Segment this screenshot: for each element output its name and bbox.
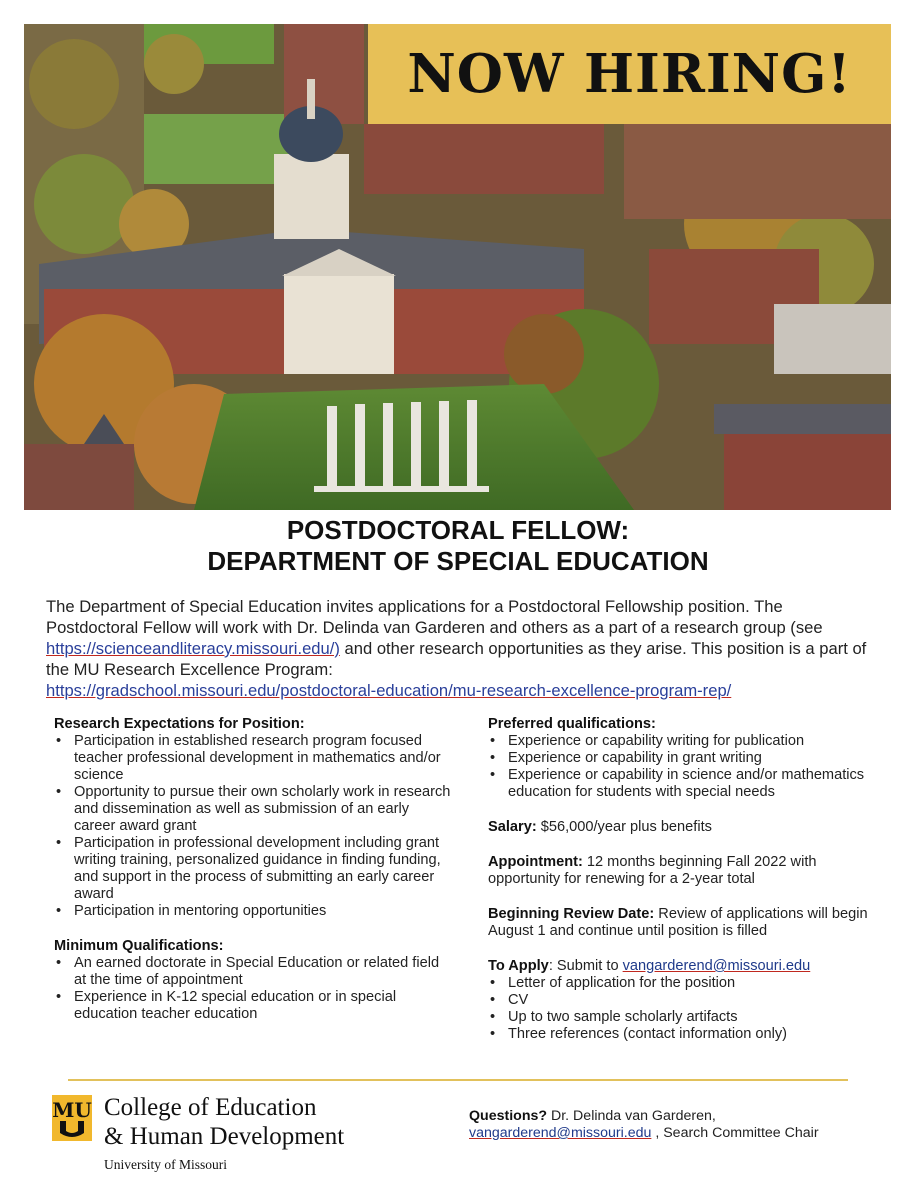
review-date xyxy=(488,906,878,940)
job-title xyxy=(0,515,916,577)
research-list xyxy=(54,733,454,920)
questions-label: Questions? xyxy=(469,1108,548,1124)
preferred-list xyxy=(488,733,878,801)
spacer xyxy=(488,801,878,819)
now-hiring-banner xyxy=(368,24,891,124)
list-item: • Up to two sample scholarly artifacts xyxy=(488,1009,878,1026)
spacer xyxy=(488,940,878,958)
review-label: Beginning Review Date: xyxy=(488,906,655,922)
spacer xyxy=(488,836,878,854)
questions-block xyxy=(469,1108,849,1142)
spacer xyxy=(54,920,454,938)
list-item: • Three references (contact information only) xyxy=(488,1026,878,1043)
appointment xyxy=(488,854,878,888)
hero-photo xyxy=(24,24,891,510)
list-item: • Participation in professional development including grant writing training, personalized guidance in finding funding, and support in the process of submitting an early career award xyxy=(54,835,454,903)
review-value: Review of applications will begin August 1 and continue until position is filled xyxy=(488,906,868,939)
apply-line xyxy=(488,958,878,975)
list-item: • Opportunity to pursue their own scholarly work in research and dissemination as well as submission of an early career award grant xyxy=(54,784,454,835)
salary-value: $56,000/year plus benefits xyxy=(536,819,712,835)
logo-mark-text: MU xyxy=(52,1098,92,1122)
salary-label: Salary: xyxy=(488,819,537,835)
appointment-label: Appointment: xyxy=(488,854,583,870)
list-item: • Experience or capability writing for publication xyxy=(488,733,878,750)
intro-text-1: The Department of Special Education invites applications for a Postdoctoral Fellowship position. The Postdoctoral Fellow will work with Dr. Delinda van Garderen and others as a part of a research group (see xyxy=(46,597,823,637)
questions-email-link[interactable]: vangarderend@missouri.edu xyxy=(469,1125,652,1141)
mu-logo-icon xyxy=(52,1095,92,1146)
minimum-list xyxy=(54,955,454,1023)
research-group-link[interactable]: https://scienceandliteracy.missouri.edu/) xyxy=(46,639,340,658)
university-name: University of Missouri xyxy=(104,1157,227,1172)
title-line-1: POSTDOCTORAL FELLOW: xyxy=(286,515,630,545)
right-column xyxy=(488,716,878,1043)
appointment-value: 12 months beginning Fall 2022 with opportunity for renewing for a 2-year total xyxy=(488,854,817,887)
intro-text-2: and other research opportunities as they arise. This position is a part of the MU Research Excellence Program: xyxy=(46,639,867,679)
apply-list xyxy=(488,975,878,1043)
spacer xyxy=(488,888,878,906)
footer-divider xyxy=(68,1079,848,1081)
list-item: • Experience in K-12 special education or in special education teacher education xyxy=(54,989,454,1023)
list-item: • An earned doctorate in Special Education or related field at the time of appointment xyxy=(54,955,454,989)
college-line-2: & Human Development xyxy=(104,1123,345,1150)
title-line-2: DEPARTMENT OF SPECIAL EDUCATION xyxy=(207,546,709,576)
questions-tail: , Search Committee Chair xyxy=(651,1125,819,1141)
apply-label: To Apply xyxy=(488,958,549,974)
apply-email-link[interactable]: vangarderend@missouri.edu xyxy=(622,958,811,974)
college-wordmark xyxy=(104,1093,344,1175)
banner-text: NOW HIRING! xyxy=(407,43,852,105)
list-item: • Participation in established research program focused teacher professional development in mathematics and/or science xyxy=(54,733,454,784)
list-item: • Letter of application for the position xyxy=(488,975,878,992)
intro-paragraph xyxy=(46,596,876,701)
list-item: • Participation in mentoring opportunities xyxy=(54,903,454,920)
preferred-heading: Preferred qualifications: xyxy=(488,716,656,732)
list-item: • Experience or capability in grant writing xyxy=(488,750,878,767)
list-item: • Experience or capability in science and/or mathematics education for students with special needs xyxy=(488,767,878,801)
left-column xyxy=(54,716,454,1023)
research-heading: Research Expectations for Position: xyxy=(54,716,305,732)
rep-program-link[interactable]: https://gradschool.missouri.edu/postdoctoral-education/mu-research-excellence-program-rep/ xyxy=(46,681,732,700)
minimum-heading: Minimum Qualifications: xyxy=(54,938,224,954)
apply-text: : Submit to xyxy=(548,958,623,974)
questions-text: Dr. Delinda van Garderen, xyxy=(547,1108,716,1124)
college-line-1: College of Education xyxy=(104,1094,317,1121)
list-item: • CV xyxy=(488,992,878,1009)
salary xyxy=(488,819,878,836)
